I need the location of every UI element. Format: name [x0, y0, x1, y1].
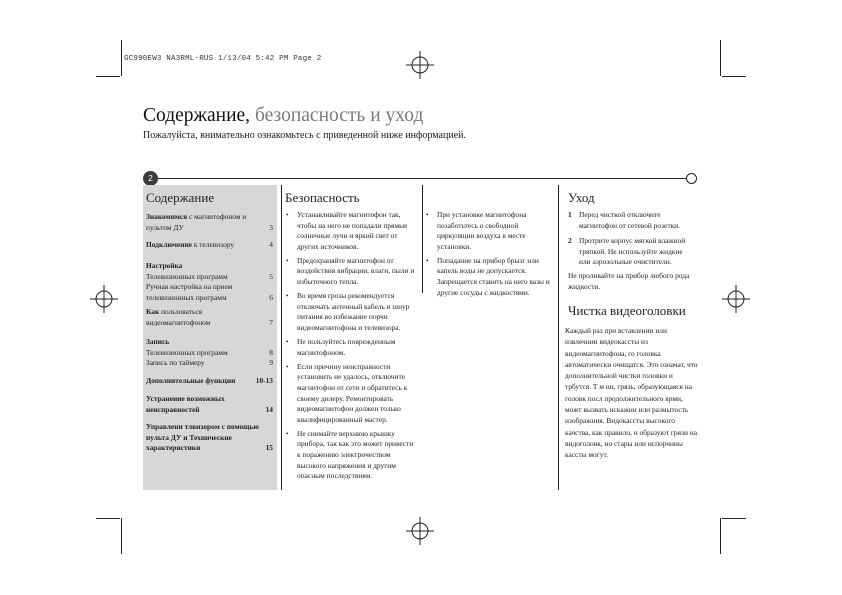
- page-number-badge: 2: [143, 171, 158, 186]
- title-subtitle: безопасность и уход: [254, 105, 424, 126]
- intro-text: Пожалуйста, внимательно ознакомьтесь с приведенной ниже информацией.: [143, 130, 466, 141]
- crop-mark: [722, 76, 746, 77]
- toc-page-number: 3: [269, 222, 273, 232]
- toc-page-number: 14: [265, 404, 273, 414]
- toc-page-number: 7: [269, 317, 273, 327]
- toc-entry-intro[interactable]: Знакомимся с магнитофоном и пультом ДУ 3: [146, 212, 273, 232]
- registration-mark-icon: [406, 51, 434, 79]
- safety-heading: Безопасность: [285, 190, 360, 205]
- list-item: • Попадание на прибор брызг или капель воды не допускается. Запрещается ставить на него вазы и другие сосуды с жидкостями.: [425, 256, 553, 298]
- column-divider: [558, 185, 559, 490]
- list-item: • Если причину неисправности установить не удалось, отключите магнитофон от сети и обратитесь к своему дилеру. Ремонтировать видеомагнитофон должен только квалифицированный мастер.: [285, 362, 417, 426]
- crop-mark: [96, 76, 120, 77]
- toc-page-number: 5: [269, 271, 273, 281]
- care-steps: [568, 210, 696, 273]
- toc-entry-connection[interactable]: Подключение к телевизору 4: [146, 240, 273, 249]
- print-slug: GC990EW3 NA3RML-RUS 1/13/04 5:42 PM Page 2: [124, 55, 322, 63]
- toc-entry-extra-functions[interactable]: Дополнительные функции 10-13: [146, 376, 273, 385]
- crop-mark: [720, 40, 721, 76]
- list-item: • При установке магнитофона позаботьтесь о свободной циркуляции воздуха в месте установки.: [425, 210, 553, 252]
- column-divider: [281, 185, 282, 490]
- crop-mark: [96, 518, 120, 519]
- care-heading: Уход: [568, 190, 595, 205]
- care-note: Не проливайте на прибор любого рода жидкости.: [568, 271, 690, 292]
- toc-entry-troubleshooting[interactable]: Устранение возможных неисправностей 14: [146, 394, 273, 414]
- toc-page-number: 9: [269, 358, 273, 367]
- crop-mark: [720, 518, 721, 554]
- toc-page-number: 10-13: [255, 376, 273, 385]
- rule-end-circle-icon: [686, 173, 697, 184]
- list-item: • Предохраняйте магнитофон от воздействия вибрации, влаги, пыли и избыточного тепла.: [285, 256, 417, 288]
- list-item: • Не снимайте верхнюю крышку прибора, так как это может привести к поражению электричеством высокого напряжения и другим опасным последствиям.: [285, 429, 417, 482]
- list-item: 2 Протрите корпус мягкой влажной тряпкой. Не используйте жидкие или аэрозольные очистители.: [568, 236, 686, 267]
- toc-heading: Содержание: [146, 190, 215, 205]
- title-main: Содержание,: [143, 105, 251, 126]
- registration-mark-icon: [90, 285, 118, 313]
- crop-mark: [121, 40, 122, 76]
- toc-page-number: 8: [269, 347, 273, 357]
- page-title: [143, 105, 423, 127]
- crop-mark: [121, 518, 122, 554]
- registration-mark-icon: [722, 285, 750, 313]
- toc-page-number: 6: [269, 292, 273, 302]
- registration-mark-icon: [406, 517, 434, 545]
- list-item: • Во время грозы рекомендуется отключать антенный кабель и шнур питания во избежание порчи видеомагнитофона и телевизора.: [285, 291, 417, 333]
- toc-entry-tv-control-specs[interactable]: Управлени тлвизором с помощью пульта ДУ и Технические характеристики 15: [146, 422, 273, 452]
- crop-mark: [722, 518, 746, 519]
- toc-page-number: 15: [265, 443, 273, 452]
- list-item: • Устанавливайте магнитофон так, чтобы на него не попадали прямые солнечные лучи и яркий свет от других источников.: [285, 210, 417, 252]
- toc-entry-recording[interactable]: Запись Телевизионных программ 8 Запись по таймеру 9: [146, 337, 273, 367]
- head-cleaning-text: Каждый раз при вставлении или извлечнии видеокассты из видеомагнитофона, го головка автоматически очищатся. Это означат, что дополнительной чистки головки и трбутся. Т м ни, грязь, образующаяся на головк посл продолжительного врми, можт вызвать искажни или размытость изображния. Видокассты высокого качства, как правило, н образуют грязи на видоголовк, но стары или испорчнны кассты могут.: [565, 326, 698, 460]
- toc-entry-usage[interactable]: Как пользоваться видеомагнитофоном 7: [146, 307, 273, 327]
- toc-page-number: 4: [269, 240, 273, 249]
- section-rule: [154, 178, 692, 179]
- head-cleaning-heading: Чистка видеоголовки: [568, 303, 686, 318]
- toc-entry-tuning[interactable]: Настройка Телевизионных программ 5 Ручная настройка на прием телевизионных программ 6: [146, 261, 273, 302]
- list-item: 1 Перед чисткой отключите магнитофон от сетевой розетки.: [568, 210, 680, 230]
- list-item: • Не пользуйтесь поврежденным магнитофоном.: [285, 337, 417, 358]
- safety-list-1: [285, 210, 417, 485]
- safety-list-2: [425, 210, 553, 302]
- column-divider: [422, 185, 423, 293]
